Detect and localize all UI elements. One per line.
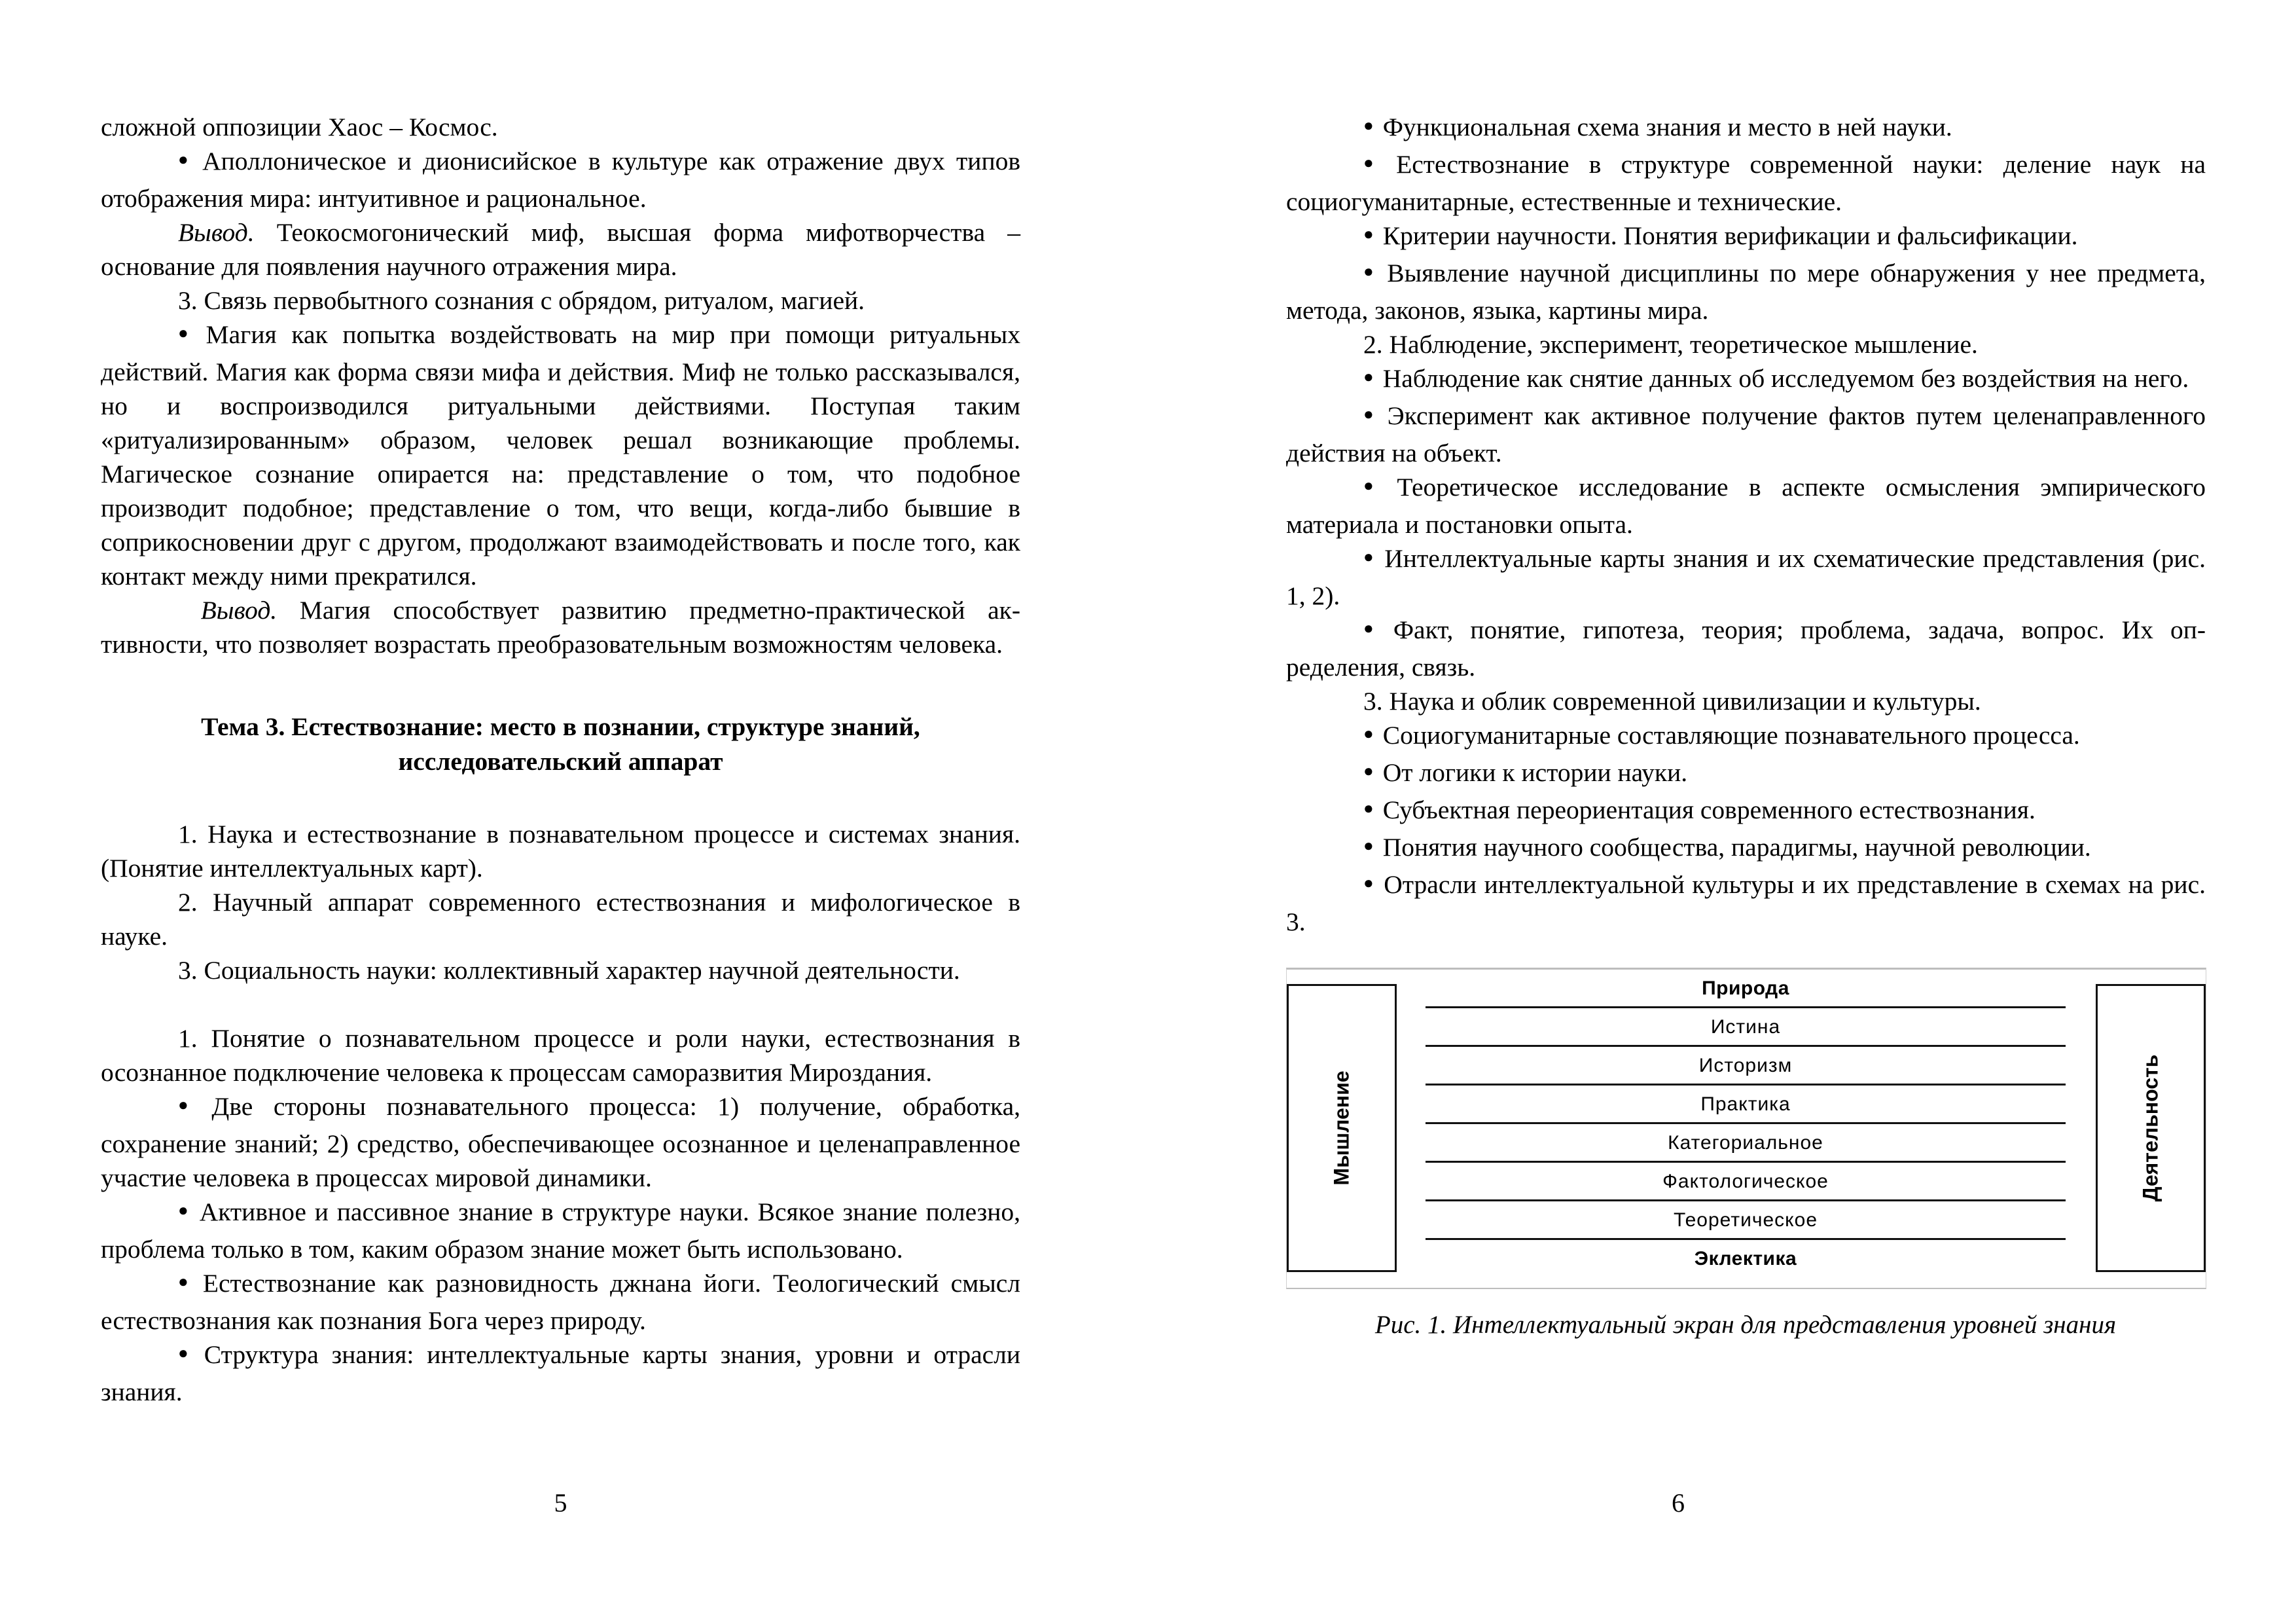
bullet-item: ● Понятия научного сообщества, парадигмы, научной революции.	[1363, 833, 2091, 862]
level-row: Историзм	[1426, 1047, 2066, 1085]
activity-box	[2096, 984, 2206, 1272]
bullet-icon: ●	[178, 1272, 194, 1291]
bullet-item: ● Структура знания: интеллектуальные карты знания, уровни и отрасли знания.	[101, 1340, 1020, 1406]
right-text-column	[1286, 110, 2206, 939]
bullet-icon: ●	[1363, 116, 1374, 135]
paragraph: 3. Связь первобытного сознания с обрядом, ритуалом, магией.	[178, 286, 865, 315]
level-row: Фактологическое	[1426, 1163, 2066, 1201]
conclusion-label: Вывод.	[200, 596, 278, 625]
bullet-icon: ●	[178, 1095, 203, 1114]
bullet-icon: ●	[1363, 367, 1374, 386]
bullet-item: ● Теоретическое исследование в аспекте осмысления эмпирического материала и постановки опыта.	[1286, 473, 2206, 539]
left-text-column	[101, 110, 1020, 1409]
paragraph: сложной оппозиции Хаос – Космос.	[101, 113, 498, 141]
page-number: 5	[554, 1488, 567, 1518]
bullet-icon: ●	[1363, 153, 1388, 172]
bullet-item: ● Субъектная переориентация современного естествознания.	[1363, 795, 2036, 824]
bullet-item: ● Магия как попытка воздействовать на мир при помощи ритуальных действий. Магия как форма связи мифа и действия. Миф не только рассказывался, но и воспроизводился ритуальными действиями. Поступая таким «ритуализированным» образом, человек решал возникающие проблемы. Магическое сознание опирается на: представление о том, что подобное производит подобное; представление о том, что вещи, когда-либо бывшие в соприкосновении друг с другом, продолжают взаимодействовать и после того, как контакт между ними прекратился.	[101, 320, 1020, 591]
bullet-item: ● Активное и пассивное знание в структуре науки. Всякое знание полезно, проблема только в том, каким образом знание может быть использовано.	[101, 1197, 1020, 1264]
bullet-icon: ●	[1363, 619, 1384, 638]
bullet-item: ● Выявление научной дисциплины по мере обнаружения у нее предмета, метода, законов, языка, картины мира.	[1286, 259, 2206, 325]
paragraph: 1. Наука и естествознание в познавательном процессе и системах знания. (Понятие интеллектуальных карт).	[101, 820, 1020, 883]
level-row: Истина	[1426, 1008, 2066, 1047]
bullet-item: ● Социогуманитарные составляющие познавательного процесса.	[1363, 721, 2080, 750]
bullet-icon: ●	[1363, 873, 1375, 892]
bullet-icon: ●	[1363, 405, 1378, 424]
conclusion-label: Вывод.	[178, 218, 255, 247]
bullet-icon: ●	[1363, 836, 1374, 855]
level-row: Теоретическое	[1426, 1201, 2066, 1240]
conclusion-paragraph: Вывод. Магия способствует развитию предметно-практической активности, что позволяет возрастать преобразовательным возможностям человека.	[101, 596, 1020, 659]
level-row: Практика	[1426, 1085, 2066, 1124]
bullet-item: ● Естествознание как разновидность джнана йоги. Теологический смысл естествознания как познания Бога через природу.	[101, 1269, 1020, 1335]
figure-caption: Рис. 1. Интеллектуальный экран для представления уровней знания	[1374, 1311, 2117, 1339]
paragraph: 1. Понятие о познавательном процессе и роли науки, естествознания в осознанное подключение человека к процессам саморазвития Мироздания.	[101, 1024, 1020, 1087]
page-number: 6	[1672, 1488, 1685, 1518]
bullet-icon: ●	[178, 1343, 195, 1362]
conclusion-paragraph: Вывод. Теокосмогонический миф, высшая форма мифотворчества – основание для появления научного отражения мира.	[101, 218, 1021, 281]
bullet-icon: ●	[1363, 799, 1374, 818]
bullet-item: ● Две стороны познавательного процесса: 1) получение, обработка, сохранение знаний; 2) средство, обеспечивающее осознанное и целенаправленное участие человека в процессах мировой динамики.	[101, 1092, 1020, 1192]
bullet-icon: ●	[1363, 262, 1378, 281]
bullet-item: ● Критерии научности. Понятия верификации и фальсификации.	[1363, 221, 2078, 250]
bullet-icon: ●	[1363, 225, 1374, 244]
bullet-item: ● От логики к истории науки.	[1363, 758, 1688, 787]
level-row: Категориальное	[1426, 1124, 2066, 1163]
bullet-item: ● Естествознание в структуре современной науки: деление наук на социогуманитарные, естественные и технические.	[1286, 150, 2206, 216]
right-page	[1148, 0, 2296, 1623]
bullet-item: ● Функциональная схема знания и место в ней науки.	[1363, 113, 1952, 141]
bullet-item: ● Факт, понятие, гипотеза, теория; проблема, задача, вопрос. Их определения, связь.	[1286, 615, 2206, 682]
paragraph: 2. Наблюдение, эксперимент, теоретическое мышление.	[1363, 330, 1978, 359]
paragraph: 2. Научный аппарат современного естествознания и мифологическое в науке.	[101, 888, 1020, 951]
thinking-label: Мышление	[1329, 1070, 1354, 1186]
bullet-icon: ●	[178, 150, 194, 169]
level-row: Эклектика	[1694, 1248, 1797, 1269]
bullet-item: ● Отрасли интеллектуальной культуры и их представление в схемах на рис. 3.	[1286, 870, 2206, 936]
bullet-icon: ●	[178, 1201, 190, 1220]
bullet-item: ● Наблюдение как снятие данных об исследуемом без воздействия на него.	[1363, 364, 2189, 393]
bullet-icon: ●	[178, 323, 197, 342]
knowledge-screen-figure	[1286, 968, 2206, 1289]
bullet-icon: ●	[1363, 547, 1376, 566]
knowledge-levels	[1426, 970, 2066, 1279]
bullet-icon: ●	[1363, 476, 1388, 495]
bullet-item: ● Интеллектуальные карты знания и их схематические представления (рис. 1, 2).	[1286, 544, 2206, 610]
bullet-item: ● Эксперимент как активное получение фактов путем целенаправленного действия на объект.	[1286, 401, 2206, 467]
bullet-item: ● Аполлоническое и дионисийское в культуре как отражение двух типов отображения мира: интуитивное и рациональное.	[101, 147, 1020, 213]
bullet-icon: ●	[1363, 761, 1374, 780]
section-heading: Тема 3. Естествознание: место в познании, структуре знаний, исследовательский аппарат	[201, 712, 920, 776]
activity-label: Деятельность	[2138, 1054, 2162, 1202]
paragraph: 3. Социальность науки: коллективный характер научной деятельности.	[178, 956, 960, 985]
level-row: Природа	[1426, 970, 2066, 1008]
bullet-icon: ●	[1363, 724, 1374, 743]
paragraph: 3. Наука и облик современной цивилизации и культуры.	[1363, 687, 1981, 716]
thinking-box	[1287, 984, 1397, 1272]
